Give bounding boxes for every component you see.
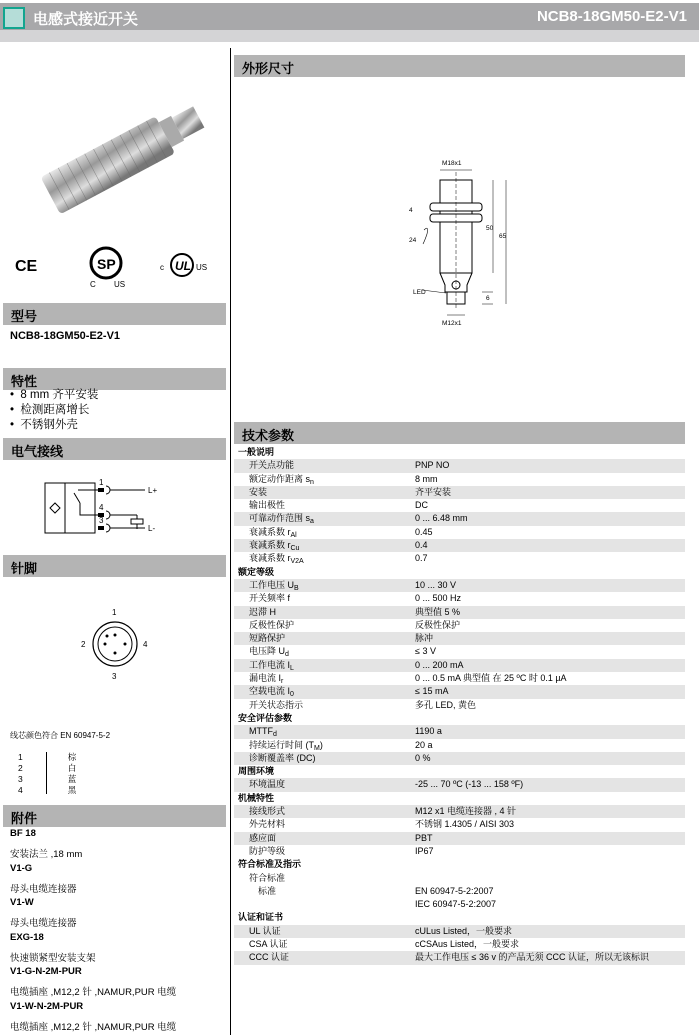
svg-text:3: 3 [112, 672, 117, 681]
svg-text:6: 6 [486, 295, 490, 302]
tech-row-label: 开关点功能 [249, 460, 295, 471]
header-model: NCB8-18GM50-E2-V1 [536, 8, 687, 25]
header-bar [0, 3, 699, 30]
tech-row-label: 工作电流 $I_L$ [249, 659, 294, 672]
tech-group-title: 安全评估参数 [238, 712, 293, 723]
section-tech-data: 技术参数 [234, 422, 685, 444]
svg-text:M12x1: M12x1 [442, 320, 462, 327]
tech-row [234, 579, 685, 592]
tech-row-label: 额定动作距离 $s_n$ [249, 473, 314, 486]
tech-row-value: PBT [415, 832, 433, 843]
tech-row-label: 持续运行时间 $(T_M)$ [249, 739, 323, 752]
tech-row-label: 输出极性 [249, 500, 286, 511]
tech-row [234, 951, 685, 964]
tech-row [234, 659, 685, 672]
section-pins: 针脚 [3, 555, 226, 577]
l-plus-label: L+ [148, 486, 158, 495]
section-model: 型号 [3, 303, 226, 325]
tech-row-label: 衰减系数 $r_{Al}$ [249, 526, 297, 539]
accessory-description: 安装法兰 ,18 mm [10, 849, 83, 860]
tech-row-value: IP67 [415, 845, 434, 856]
column-divider [230, 48, 231, 1035]
tech-row-label: 反极性保护 [249, 619, 295, 630]
tech-row-label: CSA 认证 [249, 938, 288, 949]
tech-row [234, 752, 685, 765]
tech-row-value: ≤ 3 V [415, 646, 436, 657]
tech-row-label: 感应面 [249, 832, 277, 843]
accessory-name[interactable]: V1-G [10, 862, 33, 874]
tech-row [234, 619, 685, 632]
tech-row-value: 20 a [415, 739, 433, 750]
tech-row-value: 0.7 [415, 553, 428, 564]
accessory-description: 母头电缆连接器 [10, 918, 77, 929]
tech-row [234, 872, 685, 885]
svg-text:C: C [90, 280, 96, 289]
svg-text:SP: SP [97, 256, 116, 272]
accessory-name[interactable]: V1-W-N-2M-PUR [10, 1000, 84, 1012]
tech-row-value: 0.45 [415, 526, 433, 537]
svg-text:US: US [196, 263, 208, 272]
tech-row-label: 外壳材料 [249, 819, 286, 830]
feature-item: • 8 mm 齐平安装 [10, 389, 99, 401]
tech-row [234, 526, 685, 539]
tech-row [234, 512, 685, 525]
tech-row-value: cCSAus Listed，一般要求 [415, 938, 520, 949]
tech-row-value: 脉冲 [415, 633, 434, 644]
tech-row-label: 空载电流 $I_0$ [249, 686, 294, 699]
svg-text:24: 24 [409, 237, 417, 244]
tech-row [234, 938, 685, 951]
tech-row-label: UL 认证 [249, 925, 281, 936]
tech-group-title: 一般说明 [238, 447, 275, 457]
accessory-name[interactable]: V1-W [10, 897, 34, 908]
tech-row-label: 防护等级 [249, 845, 286, 856]
tech-data-table [234, 446, 685, 965]
tech-row [234, 539, 685, 552]
feature-item: • 不锈钢外壳 [10, 419, 78, 431]
tech-row [234, 592, 685, 605]
tech-row-value: 0 ... 200 mA [415, 659, 464, 670]
tech-row-value: 0 ... 6.48 mm [415, 513, 468, 524]
tech-row-value: 1190 a [415, 726, 442, 737]
tech-row [234, 699, 685, 712]
accessory-name[interactable]: EXG-18 [10, 931, 44, 943]
tech-row-value: 齐平安装 [415, 486, 452, 497]
tech-row-label: 安装 [249, 486, 268, 497]
svg-text:1: 1 [112, 608, 117, 617]
tech-row-value: DC [415, 500, 428, 511]
tech-row-value: 0 ... 0.5 mA 典型值 在 25 ºC 时 0.1 µA [415, 673, 567, 684]
tech-row [234, 672, 685, 685]
tech-row [234, 606, 685, 619]
tech-group-title: 机械特性 [238, 792, 275, 803]
svg-text:LED: LED [413, 289, 426, 296]
model-number: NCB8-18GM50-E2-V1 [10, 330, 121, 342]
tech-group-title: 符合标准及指示 [238, 859, 302, 870]
l-minus-label: L- [148, 524, 156, 533]
tech-group-title: 认证和证书 [238, 912, 284, 923]
svg-text:4: 4 [143, 640, 148, 649]
tech-row-label: 电压降 $U_d$ [249, 646, 289, 659]
tech-row-label: 接线形式 [249, 806, 286, 817]
tech-row-value: 0.4 [415, 540, 428, 551]
wire-3-label: 3 [99, 516, 104, 525]
svg-text:2: 2 [81, 640, 86, 649]
tech-row-value: 0 % [415, 752, 431, 763]
accessory-description: 电缆插座 ,M12,2 针 ,NAMUR,PUR 电缆 [10, 1021, 177, 1033]
feature-item: • 检测距离增长 [10, 404, 90, 416]
csa-logo [88, 245, 128, 290]
tech-row-label: 漏电流 $I_r$ [249, 673, 284, 686]
tech-row [234, 632, 685, 645]
tech-row [234, 778, 685, 791]
wire-1-label: 1 [99, 478, 104, 487]
tech-row [234, 473, 685, 486]
tech-row-label: 衰减系数 $r_{V2A}$ [249, 553, 304, 566]
tech-row-label: 开关状态指示 [249, 699, 304, 710]
tech-row [234, 685, 685, 698]
tech-row-value: cULus Listed，一般要求 [415, 925, 513, 936]
tech-row [234, 845, 685, 858]
wire-color-note: 线芯颜色符合 EN 60947-5-2 [10, 731, 111, 740]
tech-row-value: 最大工作电压 ≤ 36 v 的产品无须 CCC 认证，所以无该标识 [415, 952, 649, 963]
tech-row-label: 环境温度 [249, 779, 286, 790]
tech-row-label: 符合标准 [249, 872, 286, 883]
tech-row [234, 725, 685, 738]
brand-square-icon [3, 7, 25, 29]
svg-text:65: 65 [499, 233, 507, 240]
section-accessories: 附件 [3, 805, 226, 827]
dimension-drawing [400, 150, 520, 332]
svg-text:50: 50 [486, 225, 494, 232]
tech-row-value: M12 x1 电缆连接器 , 4 针 [415, 806, 517, 817]
accessory-name[interactable]: BF 18 [10, 828, 36, 839]
tech-row-label: 标准 [258, 885, 277, 896]
svg-text:US: US [114, 280, 126, 289]
accessory-description: 快速锁紧型安装支架 [10, 952, 96, 964]
ul-logo [160, 250, 215, 280]
tech-row-label: 诊断覆盖率 (DC) [249, 752, 316, 763]
tech-row-value: 典型值 5 % [415, 606, 461, 617]
tech-row-label: $MTTF_d$ [249, 726, 277, 739]
tech-row [234, 486, 685, 499]
tech-row-value: 8 mm [415, 473, 438, 484]
wire-color-table: 1 棕 2 白 3 蓝 4 黑 [18, 752, 77, 795]
svg-text:UL: UL [175, 259, 191, 273]
tech-row-value: EN 60947-5-2:2007 IEC 60947-5-2:2007 [415, 885, 497, 910]
header-band [0, 30, 699, 42]
tech-row-label: 开关频率 f [249, 593, 291, 604]
accessory-name[interactable]: V1-G-N-2M-PUR [10, 966, 82, 977]
tech-row [234, 739, 685, 752]
tech-row-value: -25 ... 70 ºC (-13 ... 158 ºF) [415, 779, 524, 790]
section-dimensions: 外形尺寸 [234, 55, 685, 77]
accessory-description: 电缆插座 ,M12,2 针 ,NAMUR,PUR 电缆 [10, 987, 177, 998]
section-wiring: 电气接线 [3, 438, 226, 460]
tech-row [234, 552, 685, 565]
page-title: 电感式接近开关 [33, 11, 139, 28]
tech-row-value: 反极性保护 [415, 619, 461, 630]
tech-row-label: 工作电压 $U_B$ [249, 579, 299, 592]
pin-diagram [75, 600, 155, 685]
tech-row [234, 832, 685, 845]
tech-row [234, 805, 685, 818]
svg-text:c: c [160, 263, 164, 272]
tech-row-value [415, 872, 685, 885]
tech-row [234, 499, 685, 512]
tech-group-title: 额定等级 [238, 566, 275, 577]
product-image [30, 80, 220, 230]
tech-row-value: 10 ... 30 V [415, 579, 457, 590]
tech-row-value: 0 ... 500 Hz [415, 593, 462, 604]
tech-row [234, 818, 685, 831]
tech-row-value: 多孔 LED, 黄色 [415, 699, 477, 710]
tech-row-label: 迟滞 H [249, 606, 277, 617]
wiring-diagram [40, 475, 180, 535]
tech-row [234, 459, 685, 472]
tech-row-label: CCC 认证 [249, 952, 289, 963]
tech-row-label: 可靠动作范围 $s_a$ [249, 513, 314, 526]
tech-row-value: 不锈钢 1.4305 / AISI 303 [415, 819, 515, 830]
tech-row-value: ≤ 15 mA [415, 686, 449, 697]
section-features: 特性 [3, 368, 226, 390]
wire-4-label: 4 [99, 503, 104, 512]
svg-text:M18x1: M18x1 [442, 160, 462, 167]
tech-group-title: 周围环境 [238, 766, 275, 777]
tech-row [234, 885, 685, 912]
tech-row [234, 925, 685, 938]
tech-row-label: 衰减系数 $r_{Cu}$ [249, 540, 300, 553]
tech-row-label: 短路保护 [249, 633, 286, 644]
tech-row-value: PNP NO [415, 460, 450, 471]
ce-logo: CE [15, 258, 38, 275]
tech-row [234, 645, 685, 658]
accessory-description: 母头电缆连接器 [10, 883, 77, 895]
features-list [10, 388, 98, 433]
svg-text:4: 4 [409, 207, 413, 214]
